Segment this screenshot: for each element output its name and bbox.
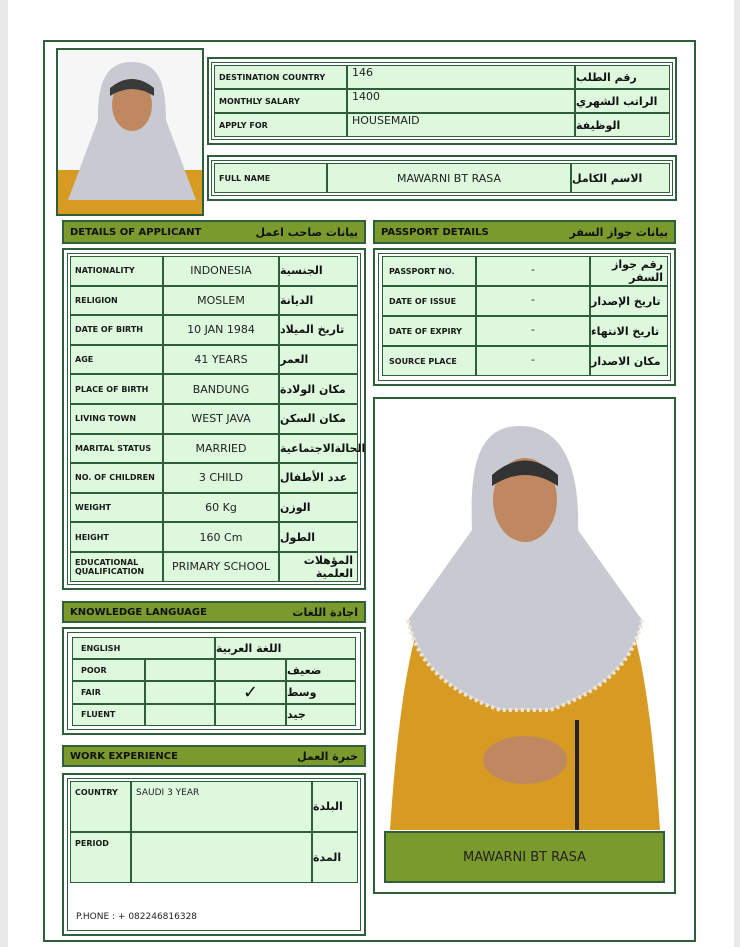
experience-section-header xyxy=(62,745,366,767)
monthly-salary-value: 1400 xyxy=(347,89,575,113)
country-ar: البلدة xyxy=(312,781,358,832)
applicant-row-label: AGE xyxy=(70,345,163,375)
monthly-salary-label: MONTHLY SALARY xyxy=(214,89,347,113)
period-label: PERIOD xyxy=(70,832,131,883)
country-value: SAUDI 3 YEAR xyxy=(131,781,312,832)
applicant-row-value: MOSLEM xyxy=(163,286,279,316)
passport-row-value: - xyxy=(476,256,590,286)
applicant-row-value: PRIMARY SCHOOL xyxy=(163,552,279,582)
applicant-row-label: EDUCATIONAL QUALIFICATION xyxy=(70,552,163,582)
applicant-section-title-ar: بيانات صاحب اعمل xyxy=(255,225,358,239)
passport-row-ar: تاريخ الإصدار xyxy=(590,286,668,316)
applicant-photo-large xyxy=(380,420,670,830)
applicant-row-label: NO. OF CHILDREN xyxy=(70,463,163,493)
applicant-row-label: NATIONALITY xyxy=(70,256,163,286)
language-english-label: ENGLISH xyxy=(72,637,215,659)
passport-row-label: PASSPORT NO. xyxy=(382,256,476,286)
passport-row-value: - xyxy=(476,346,590,376)
applicant-row-ar: الوزن xyxy=(279,493,358,523)
applicant-row-label: WEIGHT xyxy=(70,493,163,523)
applicant-row-value: 60 Kg xyxy=(163,493,279,523)
language-section-title-ar: اجادة اللغات xyxy=(292,605,358,619)
period-value xyxy=(131,832,312,883)
applicant-row-value: MARRIED xyxy=(163,434,279,464)
applicant-row-value: BANDUNG xyxy=(163,374,279,404)
passport-section-header xyxy=(373,220,676,244)
destination-country-value: 146 xyxy=(347,65,575,89)
applicant-row-ar: العمر xyxy=(279,345,358,375)
applicant-row-value: 160 Cm xyxy=(163,522,279,552)
passport-row-label: DATE OF ISSUE xyxy=(382,286,476,316)
applicant-row-value: 3 CHILD xyxy=(163,463,279,493)
passport-row-value: - xyxy=(476,316,590,346)
language-level-label: FLUENT xyxy=(72,704,145,726)
language-english-cell xyxy=(145,681,215,703)
destination-country-ar: رقم الطلب xyxy=(575,65,670,89)
language-level-ar: وسط xyxy=(286,681,356,703)
applicant-row-ar: الطول xyxy=(279,522,358,552)
applicant-row-ar: مكان الولادة xyxy=(279,374,358,404)
language-level-label: FAIR xyxy=(72,681,145,703)
applicant-photo-small xyxy=(56,48,204,216)
language-section-header xyxy=(62,601,366,623)
country-label: COUNTRY xyxy=(70,781,131,832)
applicant-row-label: HEIGHT xyxy=(70,522,163,552)
passport-section-title-ar: بيانات جواز السفر xyxy=(569,225,668,239)
experience-section-title-ar: خبرة العمل xyxy=(297,749,358,763)
language-section-title: KNOWLEDGE LANGUAGE xyxy=(70,606,207,618)
passport-row-ar: مكان الاصدار xyxy=(590,346,668,376)
applicant-row-value: 41 YEARS xyxy=(163,345,279,375)
passport-row-ar: تاريخ الانتهاء xyxy=(590,316,668,346)
applicant-row-label: MARITAL STATUS xyxy=(70,434,163,464)
applicant-row-value: INDONESIA xyxy=(163,256,279,286)
applicant-row-value: 10 JAN 1984 xyxy=(163,315,279,345)
language-arabic-cell: ✓ xyxy=(215,681,286,703)
applicant-row-label: LIVING TOWN xyxy=(70,404,163,434)
applicant-row-label: DATE OF BIRTH xyxy=(70,315,163,345)
apply-for-value: HOUSEMAID xyxy=(347,113,575,137)
passport-section-title: PASSPORT DETAILS xyxy=(381,226,489,238)
passport-row-value: - xyxy=(476,286,590,316)
passport-row-ar: رقم جواز السفر xyxy=(590,256,668,286)
apply-for-ar: الوظيفة xyxy=(575,113,670,137)
passport-row-label: DATE OF EXPIRY xyxy=(382,316,476,346)
monthly-salary-ar: الراتب الشهري xyxy=(575,89,670,113)
applicant-section-title: DETAILS OF APPLICANT xyxy=(70,226,202,238)
destination-country-label: DESTINATION COUNTRY xyxy=(214,65,347,89)
language-english-cell xyxy=(145,659,215,681)
applicant-row-ar: تاريخ الميلاد xyxy=(279,315,358,345)
period-ar: المدة xyxy=(312,832,358,883)
apply-for-label: APPLY FOR xyxy=(214,113,347,137)
language-level-label: POOR xyxy=(72,659,145,681)
full-name-label: FULL NAME xyxy=(214,163,327,193)
applicant-row-ar: الجنسية xyxy=(279,256,358,286)
applicant-row-label: PLACE OF BIRTH xyxy=(70,374,163,404)
language-arabic-cell xyxy=(215,704,286,726)
applicant-row-value: WEST JAVA xyxy=(163,404,279,434)
language-english-cell xyxy=(145,704,215,726)
applicant-row-ar: عدد الأطفال xyxy=(279,463,358,493)
language-level-ar: ضعيف xyxy=(286,659,356,681)
photo-caption: MAWARNI BT RASA xyxy=(384,831,665,883)
phone-text: P.HONE : + 082246816328 xyxy=(76,912,198,922)
applicant-row-ar: الديانة xyxy=(279,286,358,316)
language-arabic-label: اللغة العربية xyxy=(215,637,356,659)
full-name-ar: الاسم الكامل xyxy=(571,163,670,193)
applicant-row-ar: المؤهلات العلمية xyxy=(279,552,358,582)
applicant-row-ar: الحالةالاجتماعية xyxy=(279,434,358,464)
full-name-value: MAWARNI BT RASA xyxy=(327,163,571,193)
language-arabic-cell xyxy=(215,659,286,681)
language-level-ar: جيد xyxy=(286,704,356,726)
applicant-row-ar: مكان السكن xyxy=(279,404,358,434)
experience-section-title: WORK EXPERIENCE xyxy=(70,750,178,762)
applicant-row-label: RELIGION xyxy=(70,286,163,316)
applicant-section-header xyxy=(62,220,366,244)
passport-row-label: SOURCE PLACE xyxy=(382,346,476,376)
